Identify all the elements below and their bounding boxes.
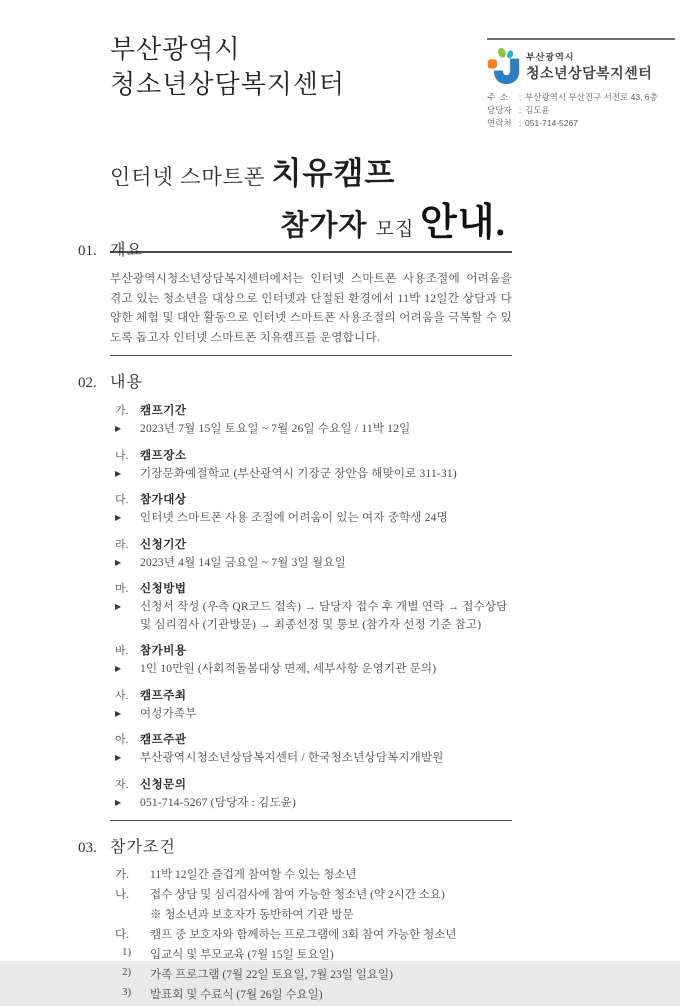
overview-paragraph: 부산광역시청소년상담복지센터에서는 인터넷 스마트폰 사용조절에 어려움을 겪고 있는 청소년을 대상으로 인터넷과 단절된 환경에서 11박 12일간 상담과 다양한 체험 및 대안 활동으로 인터넷 스마트폰 사용조절의 어려움을 극복할 수 있도록 돕고자 인터넷 스마트폰 치유캠프를 운영합니다. <box>110 273 512 344</box>
content-item-apply-method <box>115 580 512 634</box>
title-regular-text: 모집 <box>375 219 421 240</box>
subitem-text: 입교식 및 부모교육 (7월 15일 토요일) <box>150 949 334 961</box>
contact-rows <box>487 91 675 130</box>
triangle-bullet-icon: ▶ <box>115 602 122 611</box>
triangle-bullet-icon: ▶ <box>115 468 122 478</box>
doc-title-line1 <box>110 148 512 193</box>
item-label: 마. <box>115 583 129 595</box>
item-text: 2023년 7월 15일 토요일 ~ 7월 26일 수요일 / 11박 12일 <box>140 423 411 435</box>
item-text: 11박 12일간 즐겁게 참여할 수 있는 청소년 <box>150 869 357 881</box>
content-item-period <box>115 402 512 439</box>
org-title-line1: 부산광역시 <box>110 35 241 64</box>
item-label: 다. <box>115 494 129 506</box>
content-item-target <box>115 491 512 528</box>
item-title: 참가비용 <box>140 645 187 657</box>
section-overview <box>78 237 512 356</box>
item-label: 가. <box>115 405 129 417</box>
item-text: 신청서 작성 (우측 QR코드 접속) → 담당자 접수 후 개별 연락 → 접수상담 및 심리검사 (기관방문) → 최종선정 및 통보 (참가자 선정 기준 참고) <box>140 601 508 631</box>
item-text: 캠프 중 보호자와 함께하는 프로그램에 3회 참여 가능한 청소년 <box>150 929 457 941</box>
item-text: 접수 상담 및 심리검사에 참여 가능한 청소년 (약 2시간 소요) <box>150 889 445 901</box>
item-text: 기장문화예절학교 (부산광역시 기장군 장안읍 해맞이로 311-31) <box>140 467 457 480</box>
item-label: 사. <box>115 689 129 702</box>
contact-value: 부산광역시 부산진구 서전로 43, 6층 <box>525 92 658 102</box>
contact-label: 연락처 <box>487 118 512 128</box>
section-header <box>78 834 512 857</box>
item-label: 다. <box>115 929 129 941</box>
contact-row-phone <box>487 117 675 130</box>
content-item-inquiry <box>115 776 512 813</box>
section-content <box>78 369 512 821</box>
section-title: 참가조건 <box>110 839 176 856</box>
section-number: 03. <box>78 840 97 856</box>
section-title: 개요 <box>110 242 143 259</box>
section-title: 내용 <box>110 374 143 391</box>
triangle-bullet-icon: ▶ <box>115 753 122 762</box>
contact-value: 김도윤 <box>525 105 550 115</box>
contact-colon: : <box>518 118 522 128</box>
item-title: 신청문의 <box>140 778 187 791</box>
item-text: 051-714-5267 (담당자 : 김도윤) <box>140 796 297 809</box>
title-bold-text: 참가자 <box>280 210 376 242</box>
content <box>78 237 512 1006</box>
triangle-bullet-icon: ▶ <box>115 664 122 673</box>
subitem-text: 발표회 및 수료식 (7월 26일 수요일) <box>150 989 323 1001</box>
item-text: 여성가족부 <box>140 707 197 720</box>
contact-row-manager <box>487 104 675 117</box>
horizontal-rule <box>110 355 512 356</box>
item-title: 캠프주최 <box>140 689 187 702</box>
item-text: 부산광역시청소년상담복지센터 / 한국청소년상담복지개발원 <box>140 752 444 764</box>
condition-subitem <box>122 986 512 1004</box>
item-label: 가. <box>115 869 129 881</box>
contact-label: 주 소 <box>487 92 509 102</box>
condition-item <box>115 926 512 944</box>
condition-item <box>115 866 512 884</box>
condition-items <box>78 866 512 1004</box>
section-header <box>78 369 512 392</box>
triangle-bullet-icon: ▶ <box>115 557 122 567</box>
item-title: 캠프장소 <box>140 449 187 462</box>
contact-colon: : <box>518 92 522 102</box>
triangle-bullet-icon: ▶ <box>115 797 122 807</box>
contact-row-address <box>487 91 675 104</box>
logo-box <box>487 38 675 130</box>
item-title: 캠프주관 <box>140 734 187 746</box>
item-text: 인터넷 스마트폰 사용 조절에 어려움이 있는 여자 중학생 24명 <box>140 512 448 524</box>
title-bold-text: 치유캠프 <box>271 156 396 191</box>
item-title: 캠프기간 <box>140 405 187 417</box>
triangle-bullet-icon: ▶ <box>115 708 122 718</box>
contact-colon: : <box>518 105 522 115</box>
content-item-organizer <box>115 731 512 768</box>
item-label: 나. <box>115 449 129 462</box>
item-label: 아. <box>115 734 129 746</box>
logo-org-big: 청소년상담복지센터 <box>526 64 653 81</box>
section-number: 02. <box>78 375 97 391</box>
condition-subitem <box>122 946 512 964</box>
horizontal-rule <box>110 820 512 821</box>
condition-item <box>115 886 512 904</box>
content-item-apply-period <box>115 536 512 573</box>
item-title: 참가대상 <box>140 494 187 506</box>
triangle-bullet-icon: ▶ <box>115 513 122 522</box>
item-label: 바. <box>115 645 129 657</box>
triangle-bullet-icon: ▶ <box>115 424 122 433</box>
item-title: 신청기간 <box>140 538 187 551</box>
subitem-label: 3) <box>122 986 132 998</box>
item-title: 신청방법 <box>140 583 187 595</box>
section-header <box>78 237 512 260</box>
title-regular-text: 인터넷 스마트폰 <box>110 165 272 189</box>
item-label: 라. <box>115 538 129 551</box>
section-number: 01. <box>78 243 97 259</box>
content-items <box>78 402 512 812</box>
logo-row <box>487 47 675 85</box>
logo-names <box>526 50 652 83</box>
subitem-label: 2) <box>122 966 132 978</box>
subitem-text: 가족 프로그램 (7월 22일 토요일, 7월 23일 일요일) <box>150 969 393 981</box>
item-label: 나. <box>115 889 129 901</box>
content-item-host <box>115 687 512 724</box>
item-label: 자. <box>115 778 129 791</box>
item-text: 1인 10만원 (사회적돌봄대상 면제, 세부사항 운영기관 문의) <box>140 663 437 675</box>
condition-note: ※ 청소년과 보호자가 동반하여 기관 방문 <box>150 909 354 921</box>
section-conditions <box>78 834 512 1004</box>
logo-org-small: 부산광역시 <box>526 51 575 62</box>
center-logo-icon <box>487 47 520 85</box>
subitem-label: 1) <box>122 946 132 958</box>
org-title <box>110 32 345 102</box>
title-bold-text: 안내. <box>420 202 506 244</box>
contact-label: 담당자 <box>487 105 512 115</box>
contact-value: 051-714-5267 <box>525 118 578 128</box>
content-item-location <box>115 447 512 484</box>
org-title-line2: 청소년상담복지센터 <box>110 70 346 99</box>
condition-subitem <box>122 966 512 984</box>
content-item-fee <box>115 642 512 679</box>
item-text: 2023년 4월 14일 금요일 ~ 7월 3일 월요일 <box>140 556 346 569</box>
